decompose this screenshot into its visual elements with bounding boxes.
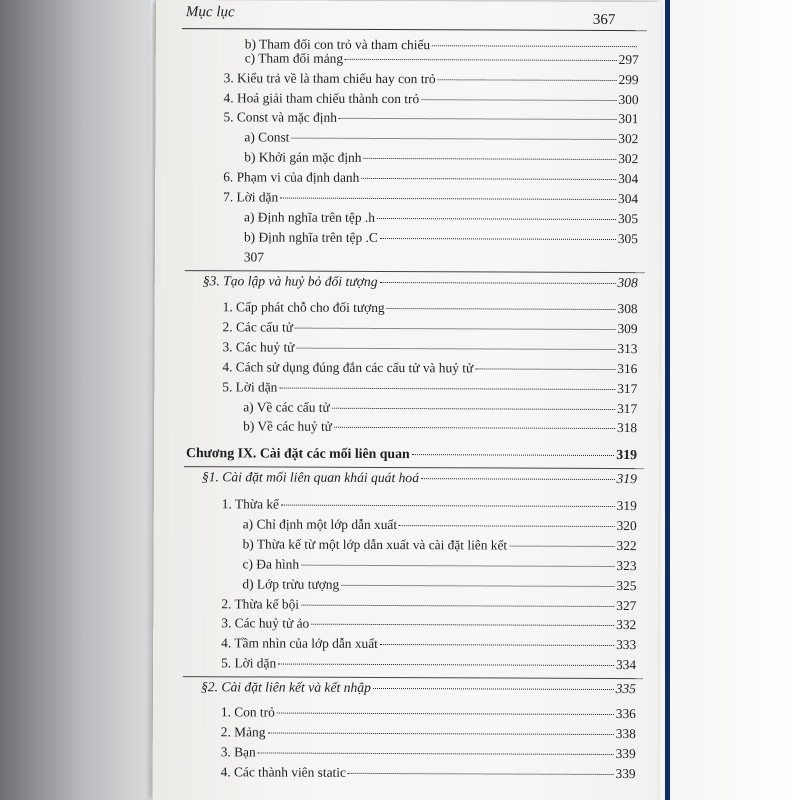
toc-entry (224, 89, 639, 109)
toc-page: 319 (616, 447, 638, 463)
toc-label: b) Tham đối con trỏ và tham chiếu (244, 36, 431, 53)
toc-entry (242, 575, 636, 595)
toc-page: 308 (617, 275, 638, 291)
toc-entry (222, 358, 637, 378)
toc-label: a) Chỉ định một lớp dẫn xuất (242, 516, 398, 533)
toc-label: 3. Bạn (220, 744, 256, 760)
toc-leader (311, 624, 614, 626)
toc-entry (221, 614, 636, 634)
toc-leader (291, 138, 616, 140)
toc-leader (296, 348, 615, 350)
toc-leader (438, 79, 617, 81)
toc-page: 336 (615, 706, 636, 722)
toc-entry (223, 168, 638, 188)
toc-label: a) Về các cấu tử (243, 399, 330, 415)
toc-page: 323 (616, 558, 637, 574)
toc-label: §1. Cài đặt mối liên quan khái quát hoá (201, 469, 420, 486)
toc-entry (244, 228, 638, 248)
toc-leader (341, 585, 614, 587)
toc-page: 322 (616, 538, 637, 554)
toc-leader (281, 505, 615, 507)
toc-entry (222, 495, 637, 515)
header-page-number: 367 (592, 11, 616, 29)
toc-entry (243, 417, 637, 437)
toc-leader (380, 282, 616, 284)
toc-label: §2. Cài đặt liên kết và kết nhập (200, 679, 371, 695)
toc-page: 339 (615, 746, 636, 762)
toc-page: 309 (617, 321, 638, 337)
header-title: Mục lục (185, 4, 235, 21)
toc-label: 4. Tầm nhìn của lớp dẫn xuất (221, 635, 378, 651)
toc-label: 5. Lời dặn (222, 379, 278, 395)
toc-label: 4. Hoá giải tham chiếu thành con trỏ (223, 90, 420, 107)
toc-leader (279, 388, 615, 390)
toc-label: 5. Const và mặc định (223, 109, 337, 125)
toc-label: b) Về các huỷ tử (243, 418, 332, 434)
toc-page: 333 (616, 637, 637, 653)
toc-leader (387, 308, 616, 310)
toc-leader (380, 238, 616, 240)
toc-leader (361, 178, 616, 180)
toc-page: 300 (618, 92, 639, 108)
toc-page: 325 (616, 578, 637, 594)
toc-entry (224, 69, 639, 89)
toc-page: 338 (615, 726, 636, 742)
toc-label: 2. Các cấu tử (222, 319, 294, 335)
toc-label: 4. Các thành viên static (220, 764, 346, 780)
toc-entry (223, 108, 638, 128)
toc-entry (221, 763, 636, 783)
toc-label: b) Khởi gán mặc định (244, 149, 362, 165)
toc-leader (332, 408, 615, 410)
toc-entry (221, 703, 636, 723)
toc-page: 320 (616, 518, 637, 534)
toc-label: §3. Tạo lập và huỷ bỏ đối tượng (202, 273, 378, 289)
header-rule (182, 28, 647, 31)
toc-page: 319 (616, 498, 637, 514)
toc-label: 6. Phạm vi của định danh (223, 169, 360, 185)
toc-label: 1. Cấp phát chỗ cho đối tượng (222, 299, 385, 316)
toc-leader (348, 773, 614, 775)
toc-label: 2. Thừa kế bội (221, 596, 300, 612)
toc-page: 304 (618, 191, 639, 207)
toc-entry (222, 378, 637, 398)
toc-entry (244, 248, 638, 268)
toc-entry (243, 398, 637, 418)
toc-label: a) Định nghĩa trên tệp .h (244, 209, 375, 225)
toc-leader (377, 218, 616, 220)
toc-section (203, 272, 638, 292)
toc-entry (243, 535, 637, 555)
book-cover-edge (665, 0, 670, 800)
toc-entry (221, 595, 636, 615)
toc-leader (363, 158, 616, 160)
toc-label: 1. Thừa kế (221, 496, 280, 512)
toc-leader (277, 713, 614, 715)
toc-entry (244, 208, 638, 228)
toc-leader (339, 118, 616, 120)
book-edge (0, 0, 150, 800)
toc-label: a) Const (244, 129, 290, 145)
toc-label: 2. Mảng (220, 724, 266, 740)
toc-label: c) Đa hình (242, 556, 300, 572)
toc-entry (221, 723, 636, 743)
toc-page: 304 (618, 171, 639, 187)
toc-page: 332 (616, 617, 637, 633)
toc-leader (301, 565, 614, 567)
toc-leader (373, 688, 614, 690)
toc-label: 5. Lời dặn (221, 655, 277, 671)
toc-page: 307 (243, 249, 265, 265)
toc-label: b) Thừa kế từ một lớp dẫn xuất và cài đặt liên kết (242, 536, 508, 553)
toc-page: 299 (618, 72, 639, 88)
toc-leader (278, 664, 614, 666)
toc-leader (258, 752, 614, 755)
toc-page: 316 (617, 361, 638, 377)
toc-label: 3. Các huỷ tử (222, 339, 295, 355)
toc-page: 335 (615, 681, 637, 697)
toc-leader (475, 368, 615, 370)
toc-label: 4. Cách sử dụng đúng đắn các cấu tử và huỷ tử (222, 359, 474, 376)
toc-entry (244, 128, 638, 148)
toc-entry (245, 49, 639, 69)
toc-leader (280, 198, 616, 200)
toc-leader (421, 478, 614, 480)
toc-page: 317 (617, 401, 638, 417)
toc-page: 313 (617, 341, 638, 357)
toc-page: 305 (617, 211, 639, 227)
toc-page: 317 (617, 381, 638, 397)
toc-entry (223, 318, 638, 338)
toc-label: b) Định nghĩa trên tệp .C (243, 229, 378, 245)
toc-label: d) Lớp trừu tượng (242, 576, 340, 592)
toc-label: 1. Con trỏ (220, 704, 275, 720)
toc-label: Chương IX. Cài đặt các mối liên quan (185, 445, 410, 462)
toc-leader (412, 454, 615, 456)
toc-section (202, 468, 637, 488)
toc-page: 334 (615, 657, 637, 673)
toc-entry (244, 148, 638, 168)
toc-chapter (186, 444, 637, 464)
toc-page: 327 (616, 598, 637, 614)
toc-leader (380, 644, 614, 646)
toc-page: 308 (617, 301, 638, 317)
toc-leader (267, 732, 613, 735)
toc-entry (223, 188, 638, 208)
toc-leader (421, 99, 616, 101)
toc-page: 339 (615, 766, 636, 782)
toc-entry (223, 298, 638, 318)
book-page (153, 0, 661, 800)
toc-page: 301 (618, 111, 639, 127)
toc-leader (509, 546, 614, 547)
toc-entry (222, 338, 637, 358)
toc-label: 7. Lời dặn (223, 189, 279, 205)
toc-page: 305 (617, 231, 638, 247)
toc-entry (221, 634, 636, 654)
toc-leader (432, 45, 637, 47)
toc-page: 318 (617, 420, 638, 436)
toc-entry (221, 743, 636, 763)
toc-entry (242, 555, 636, 575)
toc-label: 3. Các huỷ tử ảo (221, 615, 310, 631)
toc-leader (295, 328, 615, 330)
toc-page: 297 (618, 52, 639, 68)
toc-entry (221, 654, 636, 674)
toc-section (201, 678, 636, 698)
toc-leader (345, 59, 617, 61)
toc-page: 302 (618, 151, 639, 167)
toc-page: 302 (618, 131, 639, 147)
toc-label: c) Tham đối mảng (244, 50, 344, 66)
toc-entry (243, 515, 637, 535)
toc-leader (301, 605, 614, 607)
toc-leader (334, 427, 615, 429)
toc-page: 319 (616, 471, 637, 487)
toc-label: 3. Kiểu trả về là tham chiếu hay con trỏ (223, 70, 436, 87)
toc-leader (399, 525, 615, 527)
